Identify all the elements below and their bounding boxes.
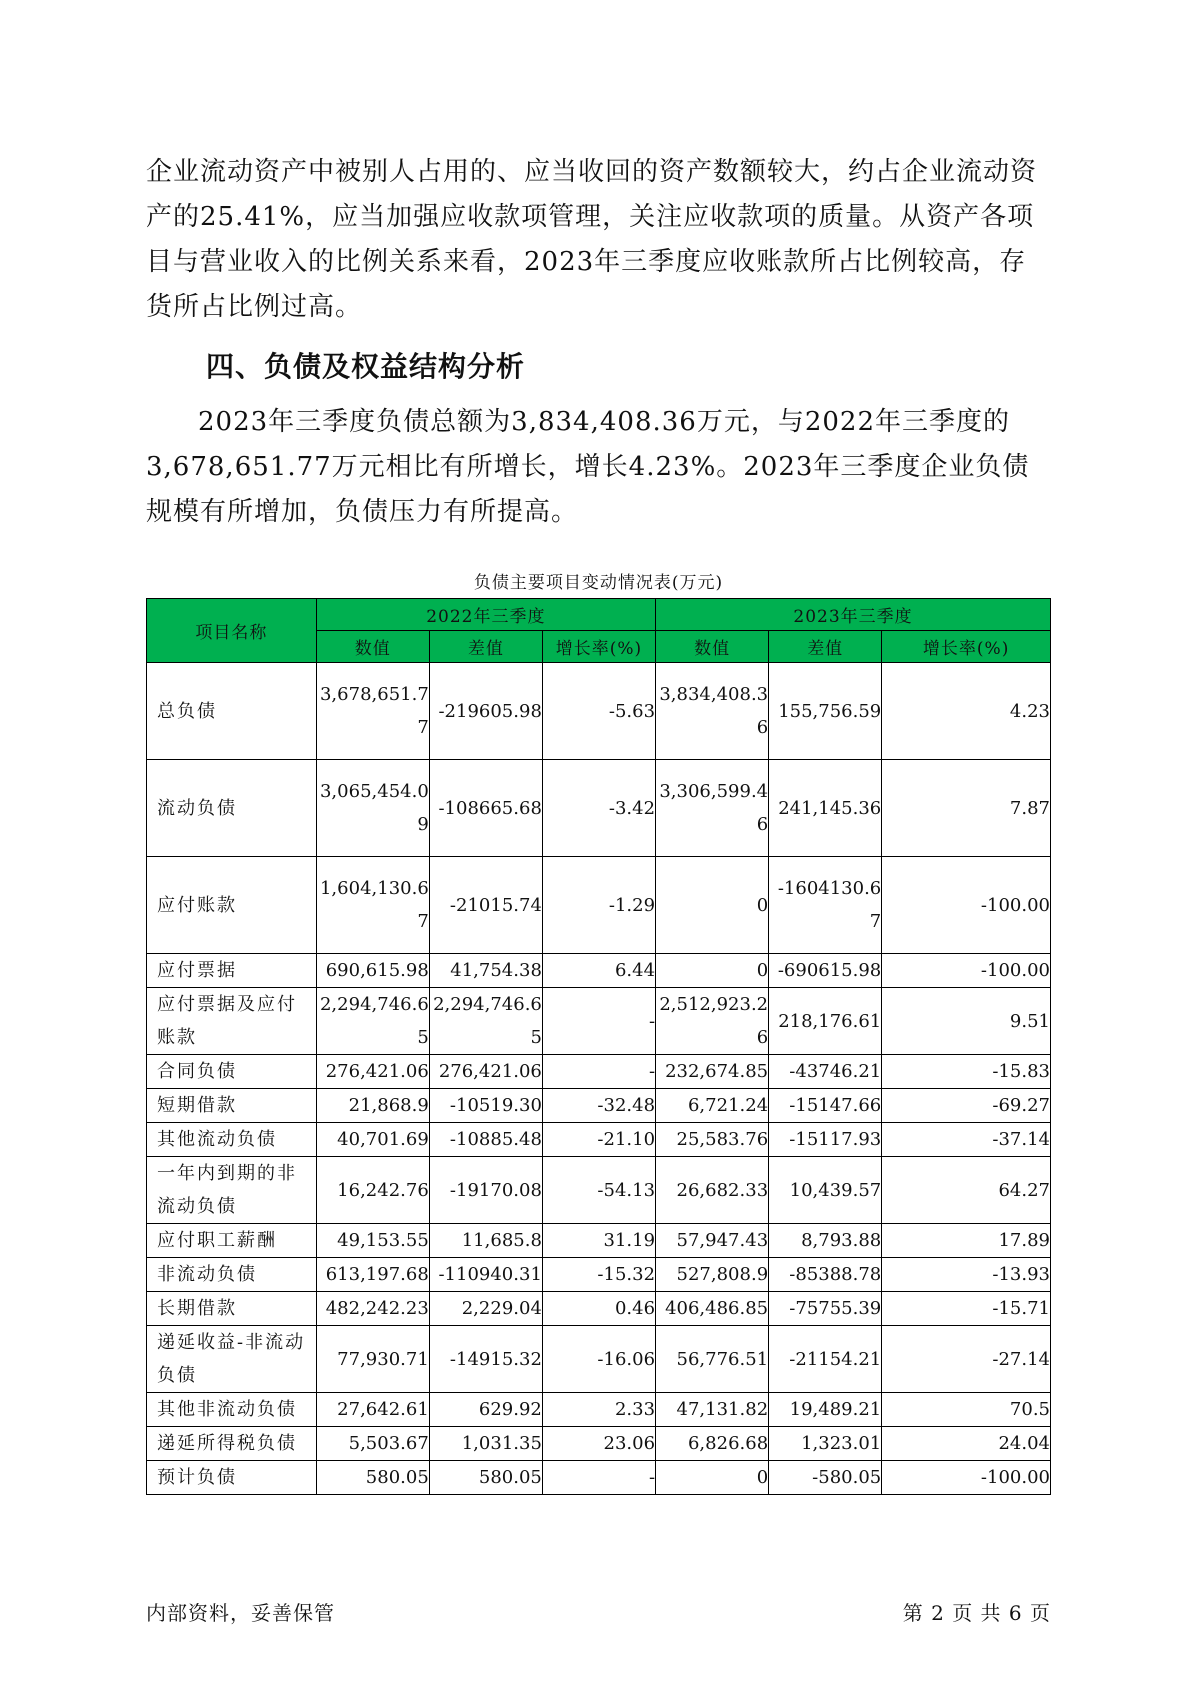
- row-cell-v1: 21,868.9: [316, 1089, 429, 1123]
- row-cell-d2: -1604130.67: [769, 857, 882, 954]
- row-item-name: 一年内到期的非流动负债: [147, 1157, 317, 1224]
- row-cell-r2: 24.04: [882, 1427, 1051, 1461]
- table-caption: 负债主要项目变动情况表(万元): [473, 573, 724, 593]
- section-heading: 四、负债及权益结构分析: [206, 350, 526, 383]
- table-row: [147, 1224, 1051, 1258]
- row-cell-v1: 276,421.06: [316, 1055, 429, 1089]
- row-cell-r1: -5.63: [542, 663, 655, 760]
- header-rate: 增长率(%): [542, 631, 655, 663]
- row-cell-d2: -580.05: [769, 1461, 882, 1495]
- row-cell-r2: -15.83: [882, 1055, 1051, 1089]
- table-row: [147, 1157, 1051, 1224]
- row-cell-v2: 0: [656, 954, 769, 988]
- row-cell-r2: -100.00: [882, 857, 1051, 954]
- row-cell-d1: -21015.74: [429, 857, 542, 954]
- row-cell-v2: 25,583.76: [656, 1123, 769, 1157]
- row-cell-v2: 0: [656, 857, 769, 954]
- row-cell-r2: -13.93: [882, 1258, 1051, 1292]
- row-cell-v2: 3,834,408.36: [656, 663, 769, 760]
- row-cell-r2: 70.5: [882, 1393, 1051, 1427]
- row-cell-d1: 276,421.06: [429, 1055, 542, 1089]
- row-cell-d2: 19,489.21: [769, 1393, 882, 1427]
- row-cell-r2: -15.71: [882, 1292, 1051, 1326]
- row-item-name: 其他流动负债: [147, 1123, 317, 1157]
- row-cell-v1: 690,615.98: [316, 954, 429, 988]
- body-paragraph: 2023年三季度负债总额为3,834,408.36万元，与2022年三季度的3,678,651.77万元相比有所增长，增长4.23%。2023年三季度企业负债规模有所增加，负债压力有所提高。: [146, 407, 1030, 527]
- row-cell-r2: 7.87: [882, 760, 1051, 857]
- header-period-2023: 2023年三季度: [656, 599, 1051, 631]
- table-row: [147, 1055, 1051, 1089]
- row-cell-d2: 1,323.01: [769, 1427, 882, 1461]
- row-cell-d2: 8,793.88: [769, 1224, 882, 1258]
- row-item-name: 流动负债: [147, 760, 317, 857]
- row-item-name: 非流动负债: [147, 1258, 317, 1292]
- row-cell-r1: 2.33: [542, 1393, 655, 1427]
- row-cell-d1: 2,294,746.65: [429, 988, 542, 1055]
- row-item-name: 应付票据: [147, 954, 317, 988]
- table-row: [147, 1292, 1051, 1326]
- liabilities-table: [146, 598, 1051, 1495]
- row-cell-r2: 17.89: [882, 1224, 1051, 1258]
- row-cell-r1: 0.46: [542, 1292, 655, 1326]
- table-row: [147, 1123, 1051, 1157]
- row-item-name: 其他非流动负债: [147, 1393, 317, 1427]
- row-cell-d2: -75755.39: [769, 1292, 882, 1326]
- header-diff: 差值: [769, 631, 882, 663]
- row-cell-r2: -37.14: [882, 1123, 1051, 1157]
- row-cell-r2: 4.23: [882, 663, 1051, 760]
- row-cell-v1: 2,294,746.65: [316, 988, 429, 1055]
- row-cell-d2: -21154.21: [769, 1326, 882, 1393]
- row-cell-r1: -15.32: [542, 1258, 655, 1292]
- row-cell-r2: -100.00: [882, 1461, 1051, 1495]
- table-row: [147, 663, 1051, 760]
- table-row: [147, 1461, 1051, 1495]
- row-cell-r1: -32.48: [542, 1089, 655, 1123]
- row-cell-d2: -43746.21: [769, 1055, 882, 1089]
- row-cell-v1: 40,701.69: [316, 1123, 429, 1157]
- row-cell-r1: 31.19: [542, 1224, 655, 1258]
- row-cell-v2: 6,826.68: [656, 1427, 769, 1461]
- header-value: 数值: [316, 631, 429, 663]
- row-cell-r1: 6.44: [542, 954, 655, 988]
- table-row: [147, 1427, 1051, 1461]
- footer-confidential-note: 内部资料，妥善保管: [146, 1601, 335, 1625]
- header-diff: 差值: [429, 631, 542, 663]
- row-cell-d2: 218,176.61: [769, 988, 882, 1055]
- row-item-name: 递延收益-非流动负债: [147, 1326, 317, 1393]
- row-cell-d1: -10519.30: [429, 1089, 542, 1123]
- body-paragraph: 企业流动资产中被别人占用的、应当收回的资产数额较大，约占企业流动资产的25.41%，应当加强应收款项管理，关注应收款项的质量。从资产各项目与营业收入的比例关系来看，2023年三季度应收账款所占比例较高，存货所占比例过高。: [146, 157, 1038, 322]
- row-cell-d1: 41,754.38: [429, 954, 542, 988]
- row-cell-d2: -690615.98: [769, 954, 882, 988]
- row-item-name: 应付账款: [147, 857, 317, 954]
- row-cell-v2: 57,947.43: [656, 1224, 769, 1258]
- table-row: [147, 954, 1051, 988]
- row-cell-v1: 1,604,130.67: [316, 857, 429, 954]
- row-cell-v1: 77,930.71: [316, 1326, 429, 1393]
- table-row: [147, 1393, 1051, 1427]
- row-item-name: 合同负债: [147, 1055, 317, 1089]
- row-cell-v2: 2,512,923.26: [656, 988, 769, 1055]
- row-cell-d1: -19170.08: [429, 1157, 542, 1224]
- row-cell-d1: 629.92: [429, 1393, 542, 1427]
- row-item-name: 预计负债: [147, 1461, 317, 1495]
- header-value: 数值: [656, 631, 769, 663]
- table-row: [147, 760, 1051, 857]
- row-cell-r1: -54.13: [542, 1157, 655, 1224]
- row-cell-d1: 2,229.04: [429, 1292, 542, 1326]
- table-row: [147, 988, 1051, 1055]
- header-period-2022: 2022年三季度: [316, 599, 655, 631]
- row-cell-v1: 613,197.68: [316, 1258, 429, 1292]
- footer-page-number: 第 2 页 共 6 页: [902, 1601, 1051, 1625]
- row-cell-d1: 1,031.35: [429, 1427, 542, 1461]
- row-cell-r1: -: [542, 988, 655, 1055]
- table-row: [147, 1089, 1051, 1123]
- row-cell-d2: -15147.66: [769, 1089, 882, 1123]
- row-cell-r1: -: [542, 1055, 655, 1089]
- row-cell-r1: -1.29: [542, 857, 655, 954]
- row-cell-v2: 26,682.33: [656, 1157, 769, 1224]
- table-row: [147, 1258, 1051, 1292]
- row-cell-r2: 64.27: [882, 1157, 1051, 1224]
- row-cell-d1: 580.05: [429, 1461, 542, 1495]
- row-cell-d2: -15117.93: [769, 1123, 882, 1157]
- row-cell-r1: -3.42: [542, 760, 655, 857]
- row-item-name: 长期借款: [147, 1292, 317, 1326]
- header-rate: 增长率(%): [882, 631, 1051, 663]
- row-cell-d2: 155,756.59: [769, 663, 882, 760]
- row-cell-v2: 47,131.82: [656, 1393, 769, 1427]
- row-item-name: 总负债: [147, 663, 317, 760]
- row-cell-d1: -219605.98: [429, 663, 542, 760]
- row-cell-v2: 0: [656, 1461, 769, 1495]
- row-cell-r1: -16.06: [542, 1326, 655, 1393]
- row-cell-v1: 27,642.61: [316, 1393, 429, 1427]
- row-cell-v2: 6,721.24: [656, 1089, 769, 1123]
- row-cell-v1: 5,503.67: [316, 1427, 429, 1461]
- row-cell-v1: 3,678,651.77: [316, 663, 429, 760]
- row-cell-v1: 16,242.76: [316, 1157, 429, 1224]
- row-cell-v1: 3,065,454.09: [316, 760, 429, 857]
- row-cell-v2: 3,306,599.46: [656, 760, 769, 857]
- row-cell-r1: -21.10: [542, 1123, 655, 1157]
- row-cell-d2: 241,145.36: [769, 760, 882, 857]
- row-item-name: 应付职工薪酬: [147, 1224, 317, 1258]
- row-cell-d1: -108665.68: [429, 760, 542, 857]
- row-cell-r2: -69.27: [882, 1089, 1051, 1123]
- row-cell-d1: -10885.48: [429, 1123, 542, 1157]
- row-cell-r2: -27.14: [882, 1326, 1051, 1393]
- table-row: [147, 1326, 1051, 1393]
- row-item-name: 应付票据及应付账款: [147, 988, 317, 1055]
- row-cell-d1: 11,685.8: [429, 1224, 542, 1258]
- row-cell-v2: 56,776.51: [656, 1326, 769, 1393]
- table-row: [147, 857, 1051, 954]
- row-cell-r1: -: [542, 1461, 655, 1495]
- row-cell-v1: 49,153.55: [316, 1224, 429, 1258]
- row-cell-d2: -85388.78: [769, 1258, 882, 1292]
- row-cell-d1: -14915.32: [429, 1326, 542, 1393]
- row-cell-r1: 23.06: [542, 1427, 655, 1461]
- header-item-name: 项目名称: [147, 599, 317, 663]
- row-cell-v2: 527,808.9: [656, 1258, 769, 1292]
- row-cell-d1: -110940.31: [429, 1258, 542, 1292]
- row-cell-r2: -100.00: [882, 954, 1051, 988]
- row-cell-v2: 232,674.85: [656, 1055, 769, 1089]
- row-cell-v1: 580.05: [316, 1461, 429, 1495]
- row-cell-d2: 10,439.57: [769, 1157, 882, 1224]
- row-cell-v1: 482,242.23: [316, 1292, 429, 1326]
- row-item-name: 短期借款: [147, 1089, 317, 1123]
- row-cell-v2: 406,486.85: [656, 1292, 769, 1326]
- row-item-name: 递延所得税负债: [147, 1427, 317, 1461]
- row-cell-r2: 9.51: [882, 988, 1051, 1055]
